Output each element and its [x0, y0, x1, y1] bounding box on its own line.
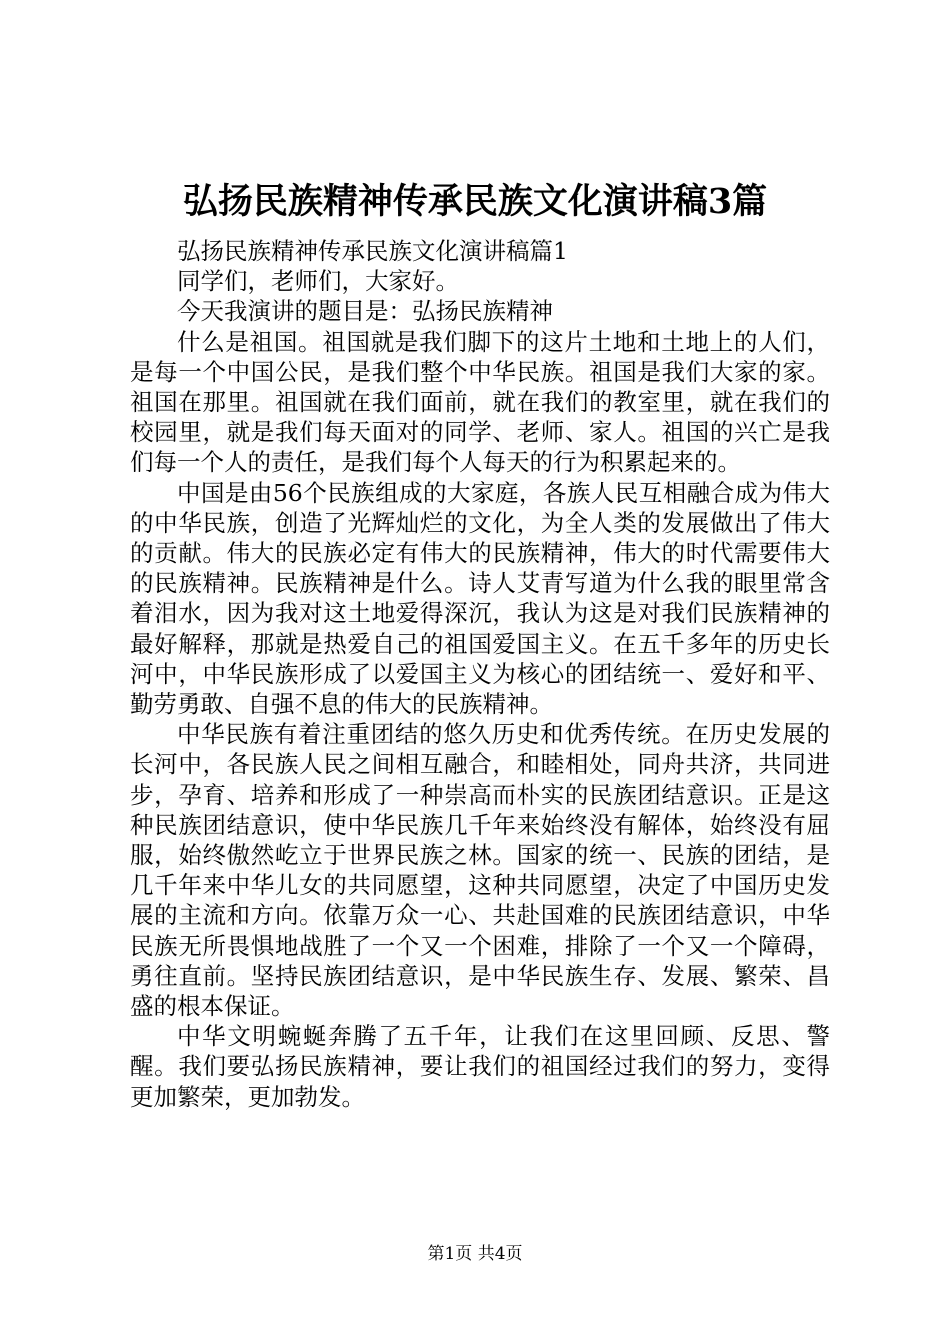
- page-footer: 第1页 共4页: [427, 1244, 523, 1264]
- topic-paragraph: 今天我演讲的题目是：弘扬民族精神: [177, 297, 553, 326]
- body-paragraph: 中华文明蜿蜒奔腾了五千年，让我们在这里回顾、反思、警醒。我们要弘扬民族精神，要让我们的祖国经过我们的努力，变得更加繁荣，更加勃发。: [130, 1022, 830, 1111]
- body-paragraph: 中华民族有着注重团结的悠久历史和优秀传统。在历史发展的长河中，各民族人民之间相互融合，和睦相处，同舟共济，共同进步，孕育、培养和形成了一种崇高而朴实的民族团结意识。正是这种民族团结意识，使中华民族几千年来始终没有解体，始终没有屈服，始终傲然屹立于世界民族之林。国家的统一、民族的团结，是几千年来中华儿女的共同愿望，这种共同愿望，决定了中国历史发展的主流和方向。依靠万众一心、共赴国难的民族团结意识，中华民族无所畏惧地战胜了一个又一个困难，排除了一个又一个障碍，勇往直前。坚持民族团结意识，是中华民族生存、发展、繁荣、昌盛的根本保证。: [130, 720, 830, 1021]
- section-heading: 弘扬民族精神传承民族文化演讲稿篇1: [177, 237, 568, 265]
- body-paragraph: 什么是祖国。祖国就是我们脚下的这片土地和土地上的人们，是每一个中国公民，是我们整个中华民族。祖国是我们大家的家。祖国在那里。祖国就在我们面前，就在我们的教室里，就在我们的校园里，就是我们每天面对的同学、老师、家人。祖国的兴亡是我们每一个人的责任，是我们每个人每天的行为积累起来的。: [130, 327, 830, 477]
- document-body: [130, 236, 830, 1112]
- body-paragraph: 中国是由56个民族组成的大家庭，各族人民互相融合成为伟大的中华民族，创造了光辉灿烂的文化，为全人类的发展做出了伟大的贡献。伟大的民族必定有伟大的民族精神，伟大的时代需要伟大的民族精神。民族精神是什么。诗人艾青写道为什么我的眼里常含着泪水，因为我对这土地爱得深沉，我认为这是对我们民族精神的最好解释，那就是热爱自己的祖国爱国主义。在五千多年的历史长河中，中华民族形成了以爱国主义为核心的团结统一、爱好和平、勤劳勇敢、自强不息的伟大的民族精神。: [130, 478, 830, 719]
- greeting-paragraph: 同学们，老师们，大家好。: [177, 267, 459, 296]
- document-title: 弘扬民族精神传承民族文化演讲稿3篇: [182, 181, 768, 222]
